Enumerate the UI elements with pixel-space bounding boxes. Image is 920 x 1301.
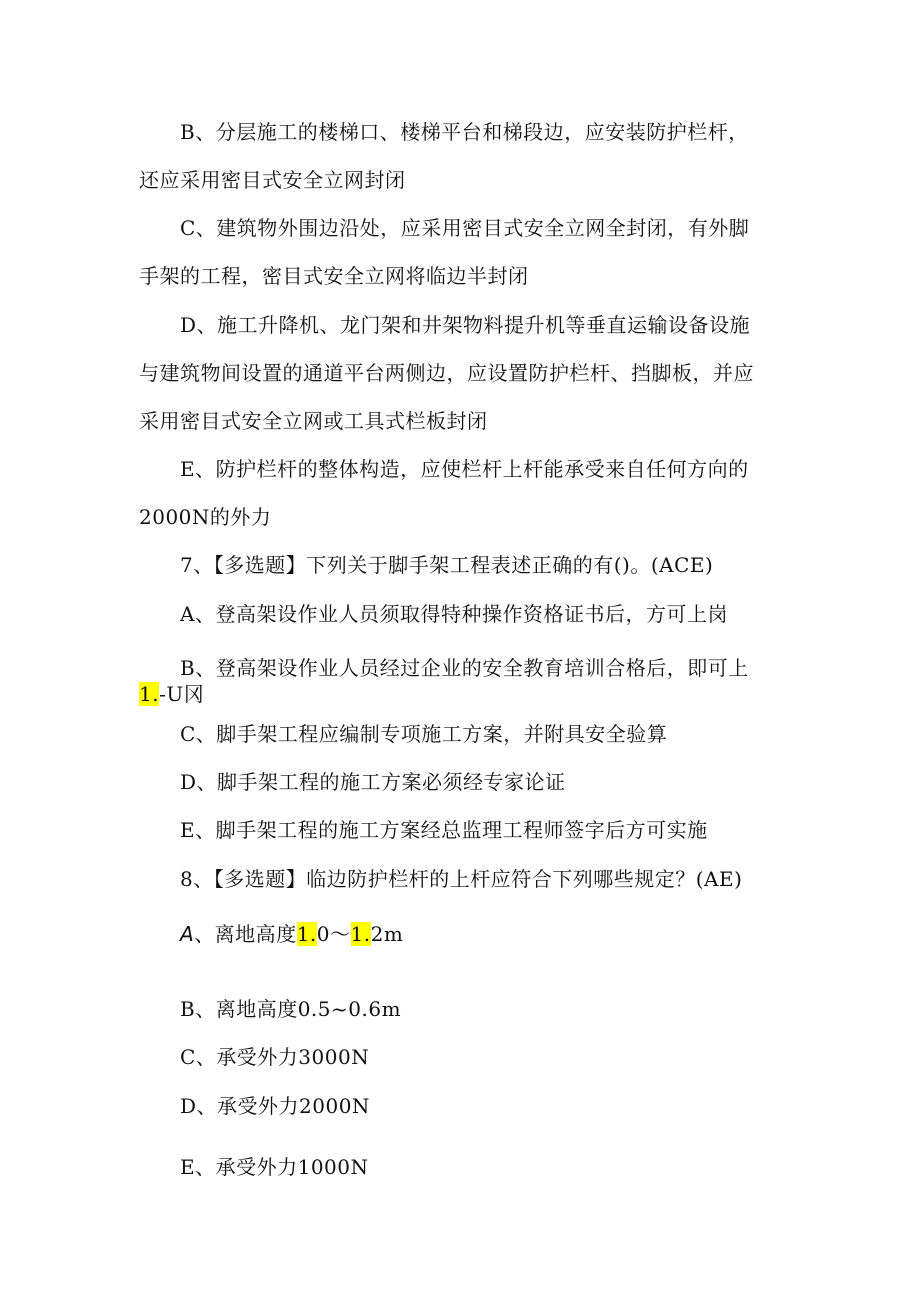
q6-option-c-line2: 手架的工程，密目式安全立网将临边半封闭 [139, 264, 529, 288]
q6-option-d-line1: D、施工升降机、龙门架和井架物料提升机等垂直运输设备设施 [180, 313, 751, 337]
q7-stem: 7、【多选题】下列关于脚手架工程表述正确的有()。(ACE) [180, 553, 714, 577]
q6-option-c-line1: C、建筑物外围边沿处，应采用密目式安全立网全封闭，有外脚 [180, 216, 750, 240]
q8-option-c: C、承受外力3000N [180, 1045, 370, 1069]
q6-option-e-line1: E、防护栏杆的整体构造，应使栏杆上杆能承受来自任何方向的 [180, 457, 749, 481]
q6-option-e-line2: 2000N的外力 [139, 505, 272, 529]
q8-option-e: E、承受外力1000N [180, 1155, 369, 1179]
highlight-mark: 1. [296, 922, 317, 946]
q6-option-b-line1: B、分层施工的楼梯口、楼梯平台和梯段边，应安装防护栏杆， [180, 120, 749, 144]
q6-option-b-line2: 还应采用密目式安全立网封闭 [139, 168, 406, 192]
q8-option-a-text: 、离地高度 [194, 922, 297, 946]
q7-option-c: C、脚手架工程应编制专项施工方案，并附具安全验算 [180, 722, 668, 746]
q8-stem: 8、【多选题】临边防护栏杆的上杆应符合下列哪些规定？(AE) [180, 867, 743, 891]
q8-option-b: B、离地高度0.5~0.6m [180, 997, 402, 1021]
q6-option-d-line3: 采用密目式安全立网或工具式栏板封闭 [139, 409, 488, 433]
q8-option-a-end: 2m [370, 922, 404, 946]
q6-option-d-line2: 与建筑物间设置的通道平台两侧边，应设置防护栏杆、挡脚板，并应 [139, 361, 754, 385]
highlight-mark: 1. [350, 922, 371, 946]
q8-option-a-mid: 0～ [316, 922, 351, 946]
q7-option-a: A、登高架设作业人员须取得特种操作资格证书后，方可上岗 [180, 602, 728, 626]
q7-option-b-line2-rest: -U冈 [159, 682, 205, 706]
q7-option-e: E、脚手架工程的施工方案经总监理工程师签字后方可实施 [180, 818, 708, 842]
q7-option-d: D、脚手架工程的施工方案必须经专家论证 [180, 770, 566, 794]
q8-option-a-letter: A [180, 922, 195, 946]
highlight-mark: 1. [139, 682, 160, 706]
q8-option-a [180, 920, 403, 948]
q7-option-b-line1: B、登高架设作业人员经过企业的安全教育培训合格后，即可上 [180, 656, 749, 680]
q7-option-b-line2 [139, 680, 204, 708]
q8-option-d: D、承受外力2000N [180, 1094, 370, 1118]
